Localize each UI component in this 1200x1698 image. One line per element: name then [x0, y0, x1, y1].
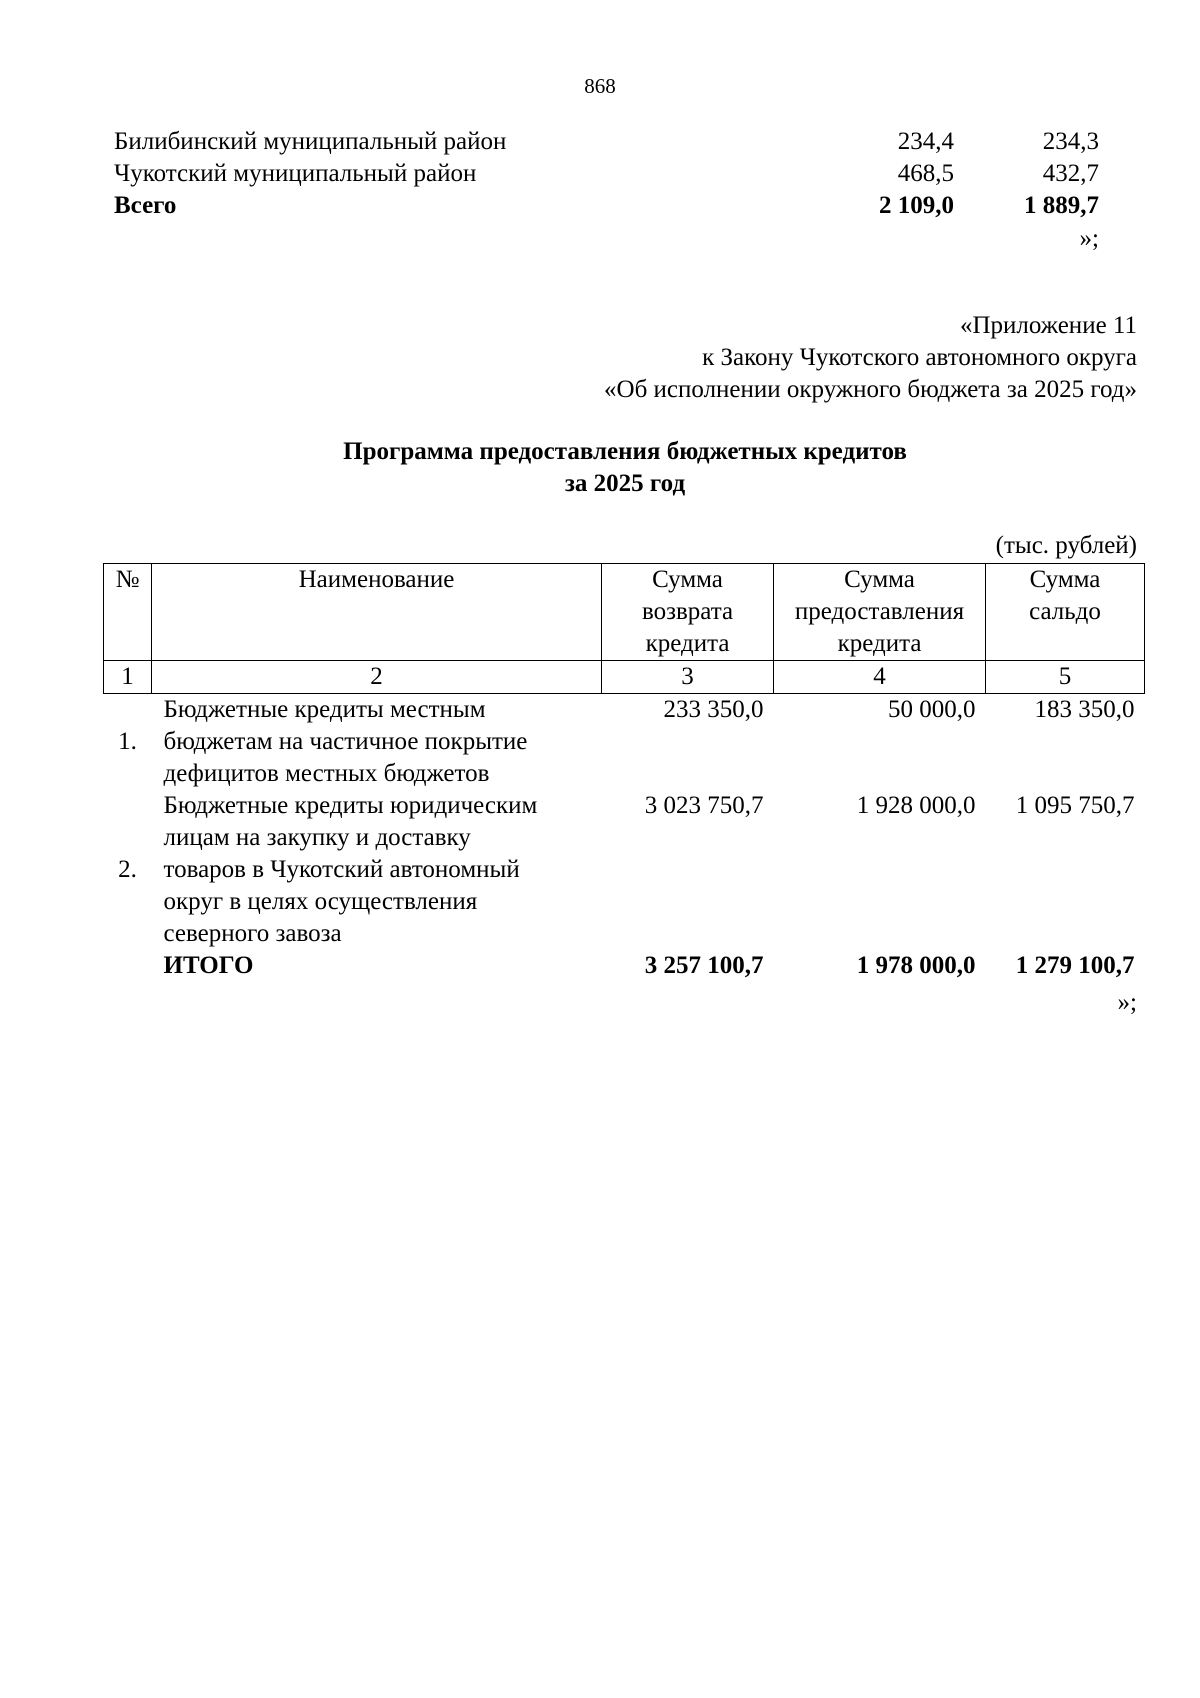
total-value-2: 1 889,7 — [1024, 192, 1099, 219]
table-row — [104, 694, 1145, 791]
table-row — [114, 158, 1099, 190]
row-name-line: дефицитов местных бюджетов — [163, 760, 490, 787]
header-line: сальдо — [1029, 598, 1101, 625]
total-label: Всего — [114, 192, 177, 219]
row-number: 1. — [118, 728, 137, 755]
row-name — [152, 694, 602, 791]
total-return-amount: 3 257 100,7 — [644, 952, 764, 979]
row-balance-amount: 183 350,0 — [1034, 696, 1135, 723]
district-value-1: 468,5 — [897, 160, 954, 187]
column-number: 2 — [152, 661, 602, 694]
header-row — [104, 564, 1145, 661]
district-name: Билибинский муниципальный район — [114, 128, 507, 155]
column-number: 1 — [104, 661, 152, 694]
row-name-line: округ в целях осуществления — [163, 888, 478, 915]
row-name-line: северного завоза — [163, 920, 342, 947]
row-number: 2. — [118, 856, 137, 883]
row-provision-amount: 1 928 000,0 — [856, 792, 976, 819]
total-label: ИТОГО — [163, 952, 254, 979]
column-number-row — [104, 661, 1145, 694]
header-line: Сумма — [844, 566, 915, 593]
total-balance-amount: 1 279 100,7 — [1015, 952, 1135, 979]
table-row — [104, 790, 1145, 950]
column-number: 4 — [774, 661, 986, 694]
header-balance — [986, 564, 1145, 661]
row-name-line: бюджетам на частичное покрытие — [163, 728, 528, 755]
district-value-1: 234,4 — [897, 128, 954, 155]
header-return — [602, 564, 774, 661]
total-row — [114, 190, 1099, 222]
header-line: возврата — [641, 598, 734, 625]
header-line: Сумма — [1029, 566, 1101, 593]
row-name-line: лицам на закупку и доставку — [163, 824, 471, 851]
column-number: 5 — [986, 661, 1145, 694]
document-title — [0, 436, 1200, 500]
row-return-amount: 3 023 750,7 — [644, 792, 764, 819]
title-line-2: за 2025 год — [564, 470, 686, 497]
credits-table — [103, 563, 1145, 982]
total-provision-amount: 1 978 000,0 — [856, 952, 976, 979]
total-row — [104, 950, 1145, 982]
page-number: 868 — [584, 74, 616, 98]
row-name-line: Бюджетные кредиты местным — [163, 696, 486, 723]
total-number — [104, 950, 152, 982]
header-provision — [774, 564, 986, 661]
header-line: кредита — [837, 630, 922, 657]
previous-table — [114, 126, 1099, 222]
district-value-2: 234,3 — [1042, 128, 1099, 155]
appendix-line-2: к Закону Чукотского автономного округа — [702, 344, 1137, 371]
appendix-header — [604, 310, 1137, 406]
header-line: кредита — [645, 630, 730, 657]
row-return-amount: 233 350,0 — [663, 696, 764, 723]
appendix-line-1: «Приложение 11 — [959, 312, 1137, 339]
header-line: предоставления — [794, 598, 965, 625]
appendix-line-3: «Об исполнении окружного бюджета за 2025 год» — [604, 376, 1137, 403]
title-line-1: Программа предоставления бюджетных кредитов — [343, 438, 907, 465]
table-closing: »; — [1117, 989, 1137, 1016]
header-line: Сумма — [652, 566, 723, 593]
row-name — [152, 790, 602, 950]
row-provision-amount: 50 000,0 — [888, 696, 976, 723]
header-name: Наименование — [152, 564, 602, 661]
header-num: № — [104, 564, 152, 661]
row-balance-amount: 1 095 750,7 — [1015, 792, 1135, 819]
table-row — [114, 126, 1099, 158]
previous-table-closing: »; — [1079, 225, 1099, 252]
column-number: 3 — [602, 661, 774, 694]
district-value-2: 432,7 — [1042, 160, 1099, 187]
total-value-1: 2 109,0 — [879, 192, 954, 219]
units-label: (тыс. рублей) — [995, 532, 1137, 559]
row-name-line: Бюджетные кредиты юридическим — [163, 792, 538, 819]
row-name-line: товаров в Чукотский автономный — [163, 856, 520, 883]
district-name: Чукотский муниципальный район — [114, 160, 477, 187]
